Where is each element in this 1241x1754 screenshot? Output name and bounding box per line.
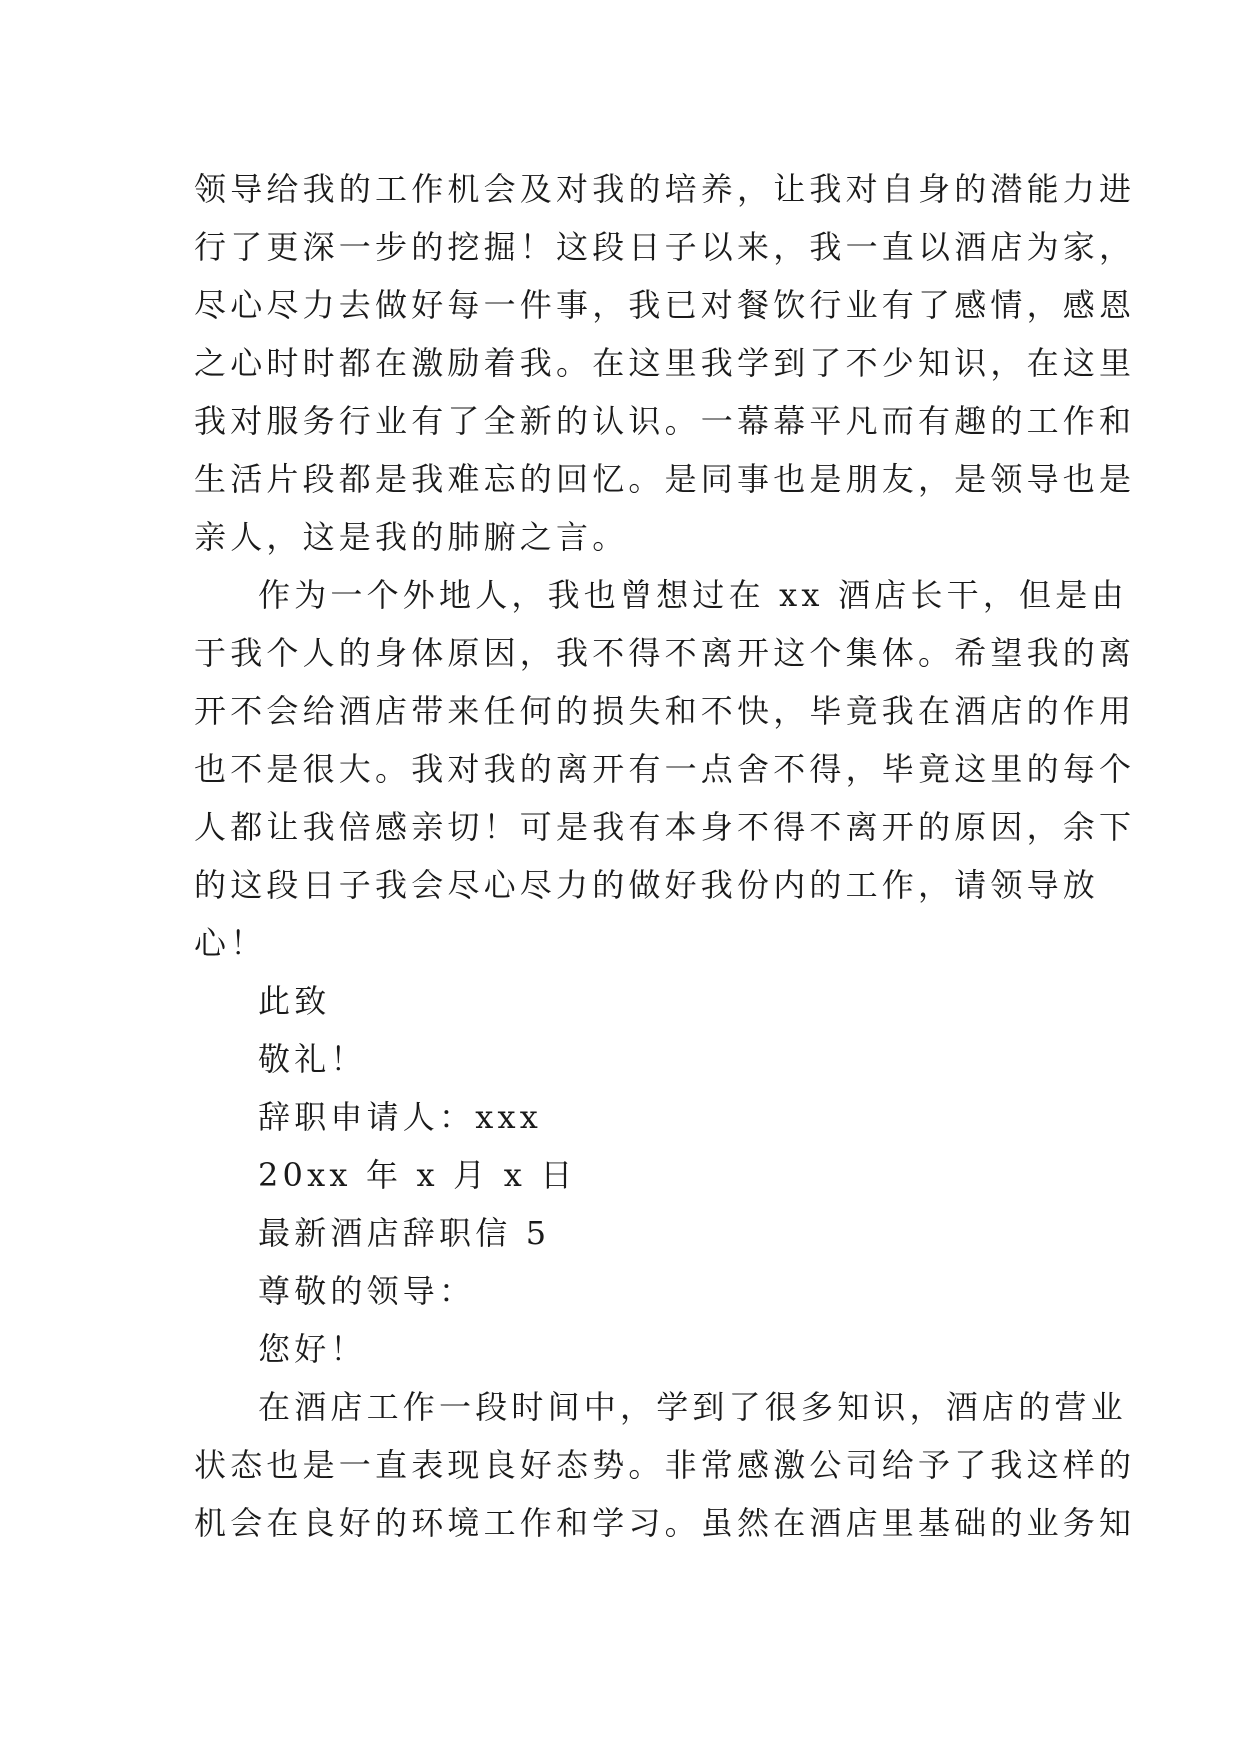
text-line: 尽心尽力去做好每一件事，我已对餐饮行业有了感情，感恩	[194, 286, 1136, 324]
text-line: 亲人，这是我的肺腑之言。	[194, 518, 629, 556]
signer-line: 辞职申请人：xxx	[258, 1098, 542, 1136]
text-line: 生活片段都是我难忘的回忆。是同事也是朋友，是领导也是	[194, 460, 1136, 498]
text-line: 领导给我的工作机会及对我的培养，让我对自身的潜能力进	[194, 170, 1136, 208]
paragraph-1	[194, 160, 1136, 566]
greeting-line: 尊敬的领导：	[258, 1272, 476, 1310]
paragraph-2	[194, 566, 1136, 972]
text-line: 也不是很大。我对我的离开有一点舍不得，毕竟这里的每个	[194, 750, 1136, 788]
text-line: 行了更深一步的挖掘！这段日子以来，我一直以酒店为家，	[194, 228, 1136, 266]
text-line: 状态也是一直表现良好态势。非常感激公司给予了我这样的	[194, 1446, 1136, 1484]
text-line: 的这段日子我会尽心尽力的做好我份内的工作，请领导放	[194, 866, 1100, 904]
text-line: 心！	[194, 924, 267, 962]
text-line: 之心时时都在激励着我。在这里我学到了不少知识，在这里	[194, 344, 1136, 382]
text-line: 人都让我倍感亲切！可是我有本身不得不离开的原因，余下	[194, 808, 1136, 846]
salute-line: 敬礼！	[258, 1040, 367, 1078]
text-line: 于我个人的身体原因，我不得不离开这个集体。希望我的离	[194, 634, 1136, 672]
paragraph-3	[194, 1378, 1136, 1552]
hello-line: 您好！	[258, 1330, 367, 1368]
text-line: 在酒店工作一段时间中，学到了很多知识，酒店的营业	[258, 1388, 1127, 1426]
date-line: 20xx 年 x 月 x 日	[258, 1156, 577, 1194]
section-title: 最新酒店辞职信 5	[258, 1214, 551, 1252]
letter-body	[194, 160, 1136, 1552]
text-line: 作为一个外地人，我也曾想过在 xx 酒店长干，但是由	[258, 576, 1128, 614]
text-line: 机会在良好的环境工作和学习。虽然在酒店里基础的业务知	[194, 1504, 1136, 1542]
closing-line: 此致	[258, 982, 331, 1020]
text-line: 我对服务行业有了全新的认识。一幕幕平凡而有趣的工作和	[194, 402, 1136, 440]
text-line: 开不会给酒店带来任何的损失和不快，毕竟我在酒店的作用	[194, 692, 1136, 730]
